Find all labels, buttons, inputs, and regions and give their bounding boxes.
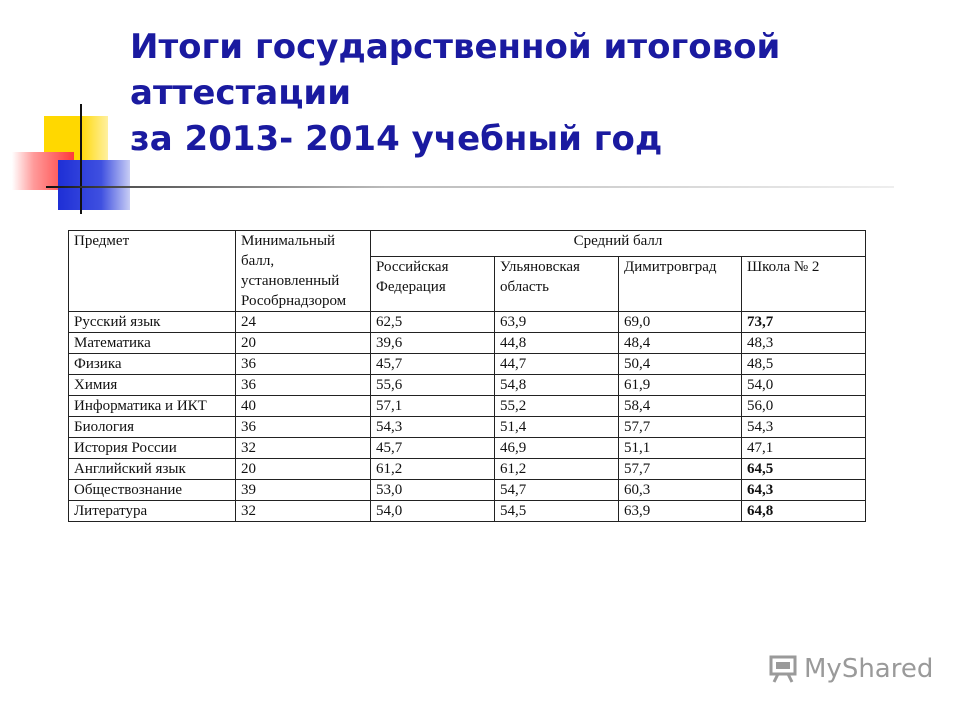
watermark-text: MyShared: [804, 654, 934, 684]
cell-dimitrovgrad: 48,4: [619, 333, 742, 354]
cell-min-score: 40: [236, 396, 371, 417]
cell-min-score: 36: [236, 417, 371, 438]
cell-school: 56,0: [742, 396, 866, 417]
cell-min-score: 36: [236, 375, 371, 396]
cell-subject: Английский язык: [69, 459, 236, 480]
cell-russia: 39,6: [371, 333, 495, 354]
cell-ulyanovsk: 54,7: [495, 480, 619, 501]
presentation-board-icon: [768, 654, 798, 684]
cell-school: 48,3: [742, 333, 866, 354]
cell-ulyanovsk: 61,2: [495, 459, 619, 480]
table-row: [69, 459, 866, 480]
cell-russia: 45,7: [371, 438, 495, 459]
header-ulyanovsk: Ульяновская область: [495, 257, 619, 312]
cell-subject: Информатика и ИКТ: [69, 396, 236, 417]
cell-dimitrovgrad: 61,9: [619, 375, 742, 396]
cell-ulyanovsk: 54,5: [495, 501, 619, 522]
cell-school: 54,0: [742, 375, 866, 396]
slide-title: [130, 24, 930, 162]
cell-subject: Математика: [69, 333, 236, 354]
cell-ulyanovsk: 51,4: [495, 417, 619, 438]
header-dimitrovgrad: Димитровград: [619, 257, 742, 312]
cell-subject: Литература: [69, 501, 236, 522]
decor-vertical-line: [80, 104, 82, 214]
cell-dimitrovgrad: 60,3: [619, 480, 742, 501]
table-row: [69, 354, 866, 375]
cell-dimitrovgrad: 57,7: [619, 417, 742, 438]
table-row: [69, 312, 866, 333]
cell-school: 64,3: [742, 480, 866, 501]
cell-russia: 53,0: [371, 480, 495, 501]
cell-russia: 45,7: [371, 354, 495, 375]
cell-subject: Обществознание: [69, 480, 236, 501]
cell-russia: 54,3: [371, 417, 495, 438]
cell-school: 54,3: [742, 417, 866, 438]
cell-ulyanovsk: 44,7: [495, 354, 619, 375]
header-russia: Российская Федерация: [371, 257, 495, 312]
cell-dimitrovgrad: 51,1: [619, 438, 742, 459]
cell-ulyanovsk: 46,9: [495, 438, 619, 459]
cell-school: 64,8: [742, 501, 866, 522]
cell-school: 48,5: [742, 354, 866, 375]
table-header-row: [69, 231, 866, 257]
cell-dimitrovgrad: 57,7: [619, 459, 742, 480]
header-average-score: Средний балл: [371, 231, 866, 257]
cell-subject: Химия: [69, 375, 236, 396]
watermark-logo: [768, 654, 933, 684]
header-min-score: Минимальный балл, установленный Рособрнадзором: [236, 231, 371, 312]
title-line-1: Итоги государственной итоговой: [130, 27, 781, 67]
cell-ulyanovsk: 63,9: [495, 312, 619, 333]
cell-subject: Биология: [69, 417, 236, 438]
cell-school: 47,1: [742, 438, 866, 459]
cell-dimitrovgrad: 69,0: [619, 312, 742, 333]
cell-russia: 61,2: [371, 459, 495, 480]
decor-horizontal-line: [46, 186, 894, 188]
cell-russia: 57,1: [371, 396, 495, 417]
cell-dimitrovgrad: 63,9: [619, 501, 742, 522]
title-line-2: аттестации: [130, 73, 352, 113]
cell-dimitrovgrad: 50,4: [619, 354, 742, 375]
cell-dimitrovgrad: 58,4: [619, 396, 742, 417]
table-row: [69, 396, 866, 417]
cell-subject: История России: [69, 438, 236, 459]
header-school: Школа № 2: [742, 257, 866, 312]
cell-min-score: 36: [236, 354, 371, 375]
cell-subject: Русский язык: [69, 312, 236, 333]
table-body: [69, 312, 866, 522]
cell-min-score: 24: [236, 312, 371, 333]
cell-school: 64,5: [742, 459, 866, 480]
cell-subject: Физика: [69, 354, 236, 375]
table-row: [69, 417, 866, 438]
cell-russia: 54,0: [371, 501, 495, 522]
cell-russia: 55,6: [371, 375, 495, 396]
cell-ulyanovsk: 55,2: [495, 396, 619, 417]
table-row: [69, 333, 866, 354]
title-line-3: за 2013- 2014 учебный год: [130, 119, 663, 159]
results-table: [68, 230, 866, 522]
header-subject: Предмет: [69, 231, 236, 312]
cell-min-score: 39: [236, 480, 371, 501]
table-row: [69, 375, 866, 396]
table-row: [69, 438, 866, 459]
cell-school: 73,7: [742, 312, 866, 333]
cell-ulyanovsk: 54,8: [495, 375, 619, 396]
cell-min-score: 20: [236, 333, 371, 354]
cell-ulyanovsk: 44,8: [495, 333, 619, 354]
cell-min-score: 32: [236, 438, 371, 459]
cell-russia: 62,5: [371, 312, 495, 333]
table-row: [69, 480, 866, 501]
cell-min-score: 20: [236, 459, 371, 480]
decor-blue-square: [58, 160, 130, 210]
table-row: [69, 501, 866, 522]
cell-min-score: 32: [236, 501, 371, 522]
